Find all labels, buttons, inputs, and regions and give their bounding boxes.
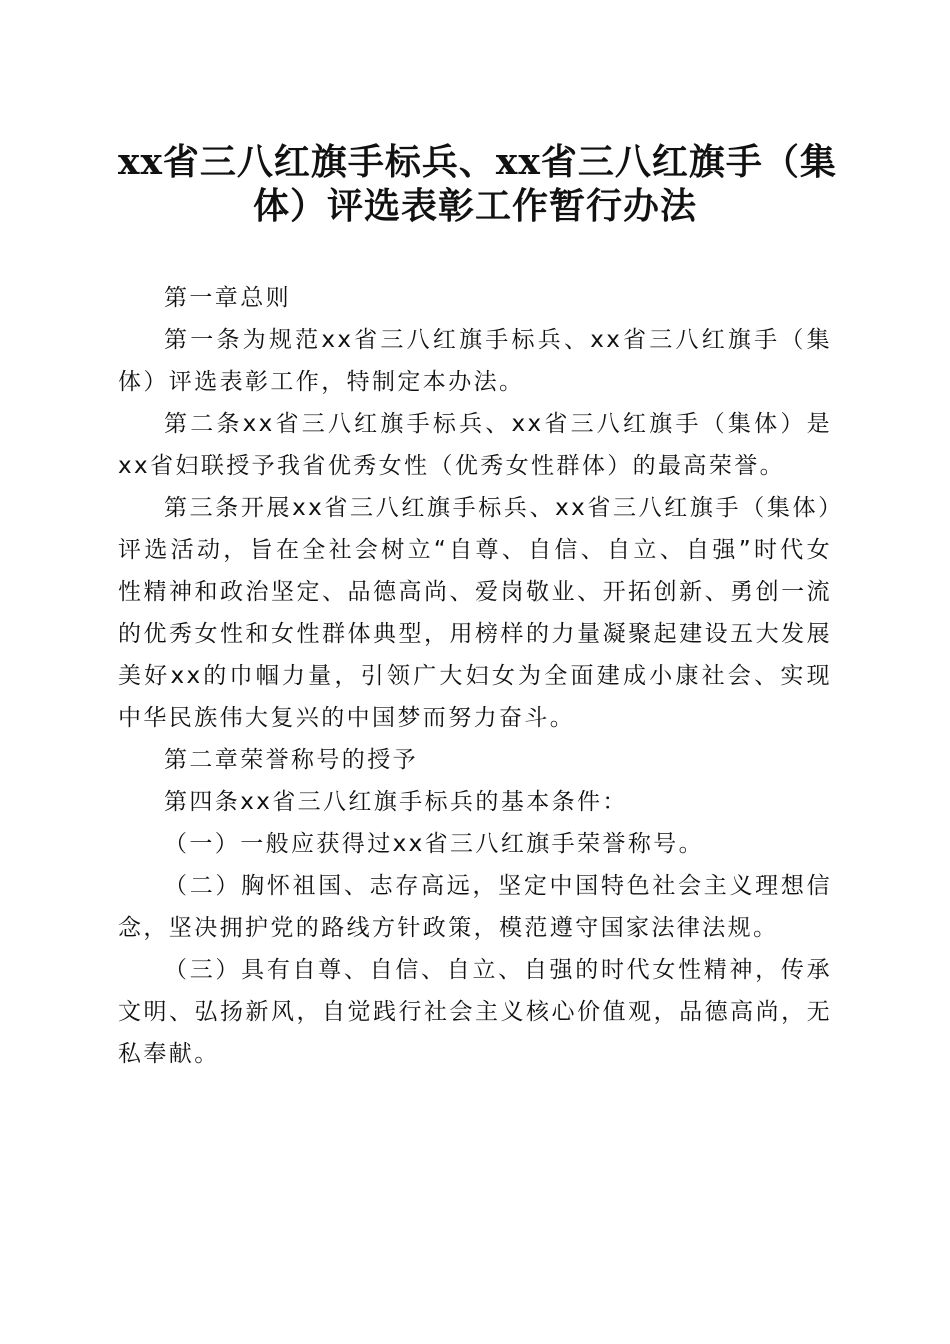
article-paragraph: 第三条开展xx省三八红旗手标兵、xx省三八红旗手（集体）评选活动，旨在全社会树立“自尊、自信、自立、自强”时代女性精神和政治坚定、品德高尚、爱岗敬业、开拓创新、勇创一流的优秀女性和女性群体典型，用榜样的力量凝聚起建设五大发展美好xx的巾帼力量，引领广大妇女为全面建成小康社会、实现中华民族伟大复兴的中国梦而努力奋斗。 xyxy=(118,495,832,731)
chapter-heading: 第二章荣誉称号的授予 xyxy=(164,747,418,773)
document-title xyxy=(118,140,837,228)
document-body xyxy=(118,277,832,1075)
title-line-2: 体）评选表彰工作暂行办法 xyxy=(252,185,697,227)
article-paragraph: 第一条为规范xx省三八红旗手标兵、xx省三八红旗手（集体）评选表彰工作，特制定本办法。 xyxy=(118,327,832,395)
title-line-1: xx省三八红旗手标兵、xx省三八红旗手（集 xyxy=(118,141,837,183)
article-paragraph: 第二条xx省三八红旗手标兵、xx省三八红旗手（集体）是xx省妇联授予我省优秀女性（优秀女性群体）的最高荣誉。 xyxy=(118,411,832,479)
list-item-paragraph: （二）胸怀祖国、志存高远，坚定中国特色社会主义理想信念，坚决拥护党的路线方针政策，模范遵守国家法律法规。 xyxy=(118,873,832,941)
list-item-paragraph: （三）具有自尊、自信、自立、自强的时代女性精神，传承文明、弘扬新风，自觉践行社会主义核心价值观，品德高尚，无私奉献。 xyxy=(118,957,832,1067)
article-paragraph: 第四条xx省三八红旗手标兵的基本条件： xyxy=(164,789,628,815)
chapter-heading: 第一章总则 xyxy=(164,285,291,311)
list-item-paragraph: （一）一般应获得过xx省三八红旗手荣誉称号。 xyxy=(164,831,705,857)
